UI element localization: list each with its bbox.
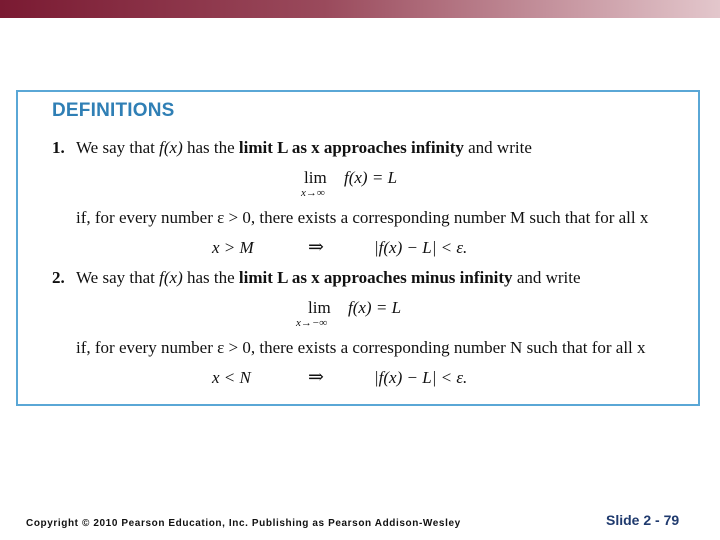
- def1-fx: f(x): [159, 138, 183, 157]
- def2-lim-expression: f(x) = L: [348, 298, 402, 317]
- def2-fx: f(x): [159, 268, 183, 287]
- def2-intro-a: We say that: [76, 268, 160, 287]
- copyright-notice: Copyright © 2010 Pearson Education, Inc. Publishing as Pearson Addison-Wesley: [26, 518, 461, 529]
- def1-implication-left: x > M: [212, 238, 254, 257]
- def1-intro: [76, 138, 532, 158]
- def1-lim-word: lim: [304, 168, 327, 187]
- def2-intro: [76, 268, 581, 288]
- def1-number: 1.: [52, 138, 65, 157]
- def2-intro-b: has the: [182, 268, 239, 287]
- def2-number: 2.: [52, 268, 65, 287]
- def1-implication-right: |f(x) − L| < ε.: [374, 238, 468, 257]
- def2-implication-arrow: ⇒: [308, 367, 324, 388]
- def1-intro-b: has the: [182, 138, 239, 157]
- def1-intro-c: and write: [463, 138, 532, 157]
- slide-number: Slide 2 - 79: [606, 512, 680, 528]
- def1-bold-phrase: limit L as x approaches infinity: [238, 138, 464, 157]
- def1-lim-expression: f(x) = L: [344, 168, 398, 187]
- def1-intro-a: We say that: [76, 138, 160, 157]
- def2-lim-subscript: x→−∞: [296, 317, 328, 329]
- definitions-box: [16, 90, 700, 406]
- def2-bold-phrase: limit L as x approaches minus infinity: [238, 268, 513, 287]
- def2-implication-right: |f(x) − L| < ε.: [374, 368, 468, 387]
- def2-lim-word: lim: [308, 298, 331, 317]
- def1-condition: if, for every number ε > 0, there exists a corresponding number M such that for all x: [76, 208, 649, 227]
- def2-condition: if, for every number ε > 0, there exists a corresponding number N such that for all x: [76, 338, 646, 357]
- top-decorative-bar: [0, 0, 720, 18]
- def2-implication-left: x < N: [212, 368, 251, 387]
- def1-lim-subscript: x→∞: [301, 187, 325, 199]
- def2-intro-c: and write: [512, 268, 581, 287]
- def1-implication-arrow: ⇒: [308, 237, 324, 258]
- definitions-title: DEFINITIONS: [52, 100, 175, 121]
